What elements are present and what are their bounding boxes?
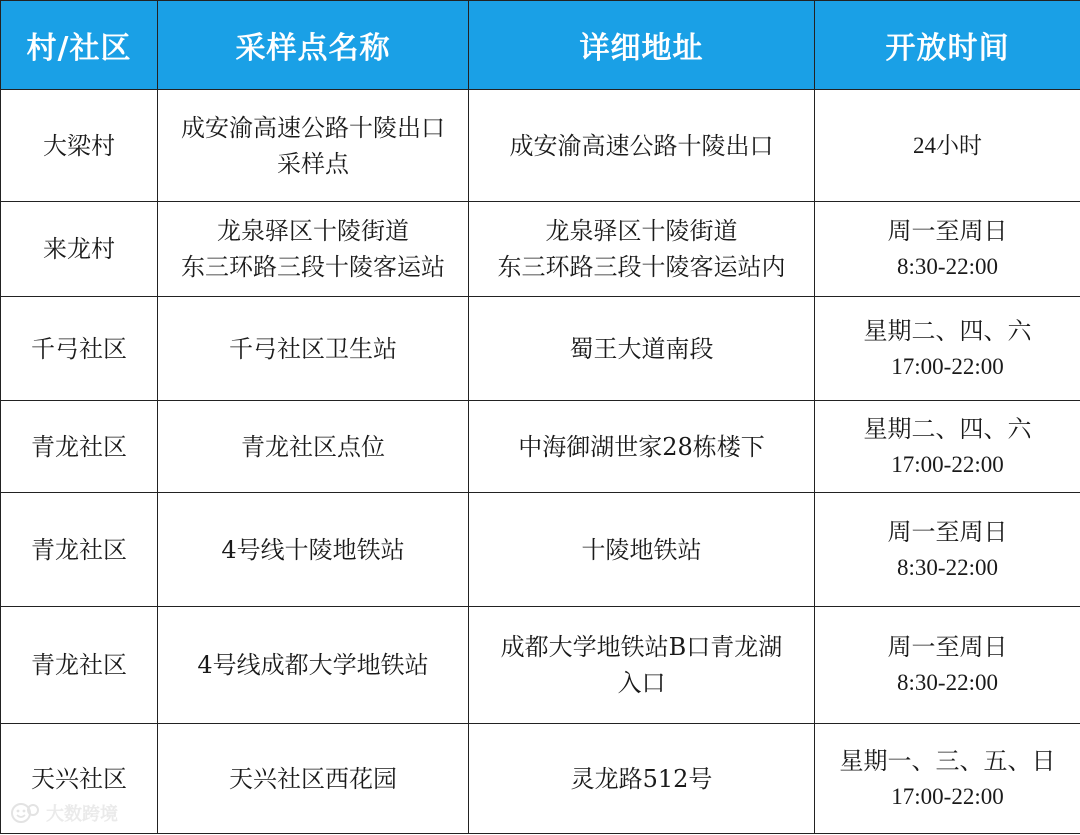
- cell-site-name: 4号线成都大学地铁站: [158, 607, 469, 724]
- cell-area: 来龙村: [1, 202, 158, 297]
- smiley-logo-icon: [10, 802, 40, 824]
- table-row: [1, 493, 1080, 607]
- cell-area: 青龙社区: [1, 493, 158, 607]
- table-header: [1, 1, 1080, 90]
- table-row: [1, 401, 1080, 493]
- cell-area: 天兴社区: [1, 724, 158, 834]
- cell-site-name: 天兴社区西花园: [158, 724, 469, 834]
- watermark: [10, 800, 118, 826]
- watermark-text: 大数跨境: [46, 804, 118, 825]
- cell-address: 蜀王大道南段: [469, 297, 815, 401]
- header-address: 详细地址: [469, 1, 815, 90]
- table-row: [1, 90, 1080, 202]
- table-body: [1, 90, 1080, 834]
- cell-hours: 星期二、四、六 17:00-22:00: [815, 401, 1080, 493]
- cell-area: 青龙社区: [1, 401, 158, 493]
- cell-address: 成安渝高速公路十陵出口: [469, 90, 815, 202]
- cell-site-name: 龙泉驿区十陵街道 东三环路三段十陵客运站: [158, 202, 469, 297]
- table-row: [1, 297, 1080, 401]
- cell-hours: 星期一、三、五、日 17:00-22:00: [815, 724, 1080, 834]
- cell-area: 青龙社区: [1, 607, 158, 724]
- table-row: [1, 607, 1080, 724]
- cell-address: 中海御湖世家28栋楼下: [469, 401, 815, 493]
- cell-site-name: 千弓社区卫生站: [158, 297, 469, 401]
- header-hours: 开放时间: [815, 1, 1080, 90]
- cell-hours: 周一至周日 8:30-22:00: [815, 493, 1080, 607]
- cell-area: 大梁村: [1, 90, 158, 202]
- cell-address: 灵龙路512号: [469, 724, 815, 834]
- cell-address: 十陵地铁站: [469, 493, 815, 607]
- cell-site-name: 4号线十陵地铁站: [158, 493, 469, 607]
- cell-site-name: 成安渝高速公路十陵出口 采样点: [158, 90, 469, 202]
- cell-address: 龙泉驿区十陵街道 东三环路三段十陵客运站内: [469, 202, 815, 297]
- cell-hours: 24小时: [815, 90, 1080, 202]
- table-row: [1, 724, 1080, 834]
- cell-hours: 周一至周日 8:30-22:00: [815, 202, 1080, 297]
- cell-hours: 周一至周日 8:30-22:00: [815, 607, 1080, 724]
- header-site-name: 采样点名称: [158, 1, 469, 90]
- cell-address: 成都大学地铁站B口青龙湖 入口: [469, 607, 815, 724]
- header-row: [1, 1, 1080, 90]
- cell-hours: 星期二、四、六 17:00-22:00: [815, 297, 1080, 401]
- table-row: [1, 202, 1080, 297]
- cell-site-name: 青龙社区点位: [158, 401, 469, 493]
- cell-area: 千弓社区: [1, 297, 158, 401]
- header-area: 村/社区: [1, 1, 158, 90]
